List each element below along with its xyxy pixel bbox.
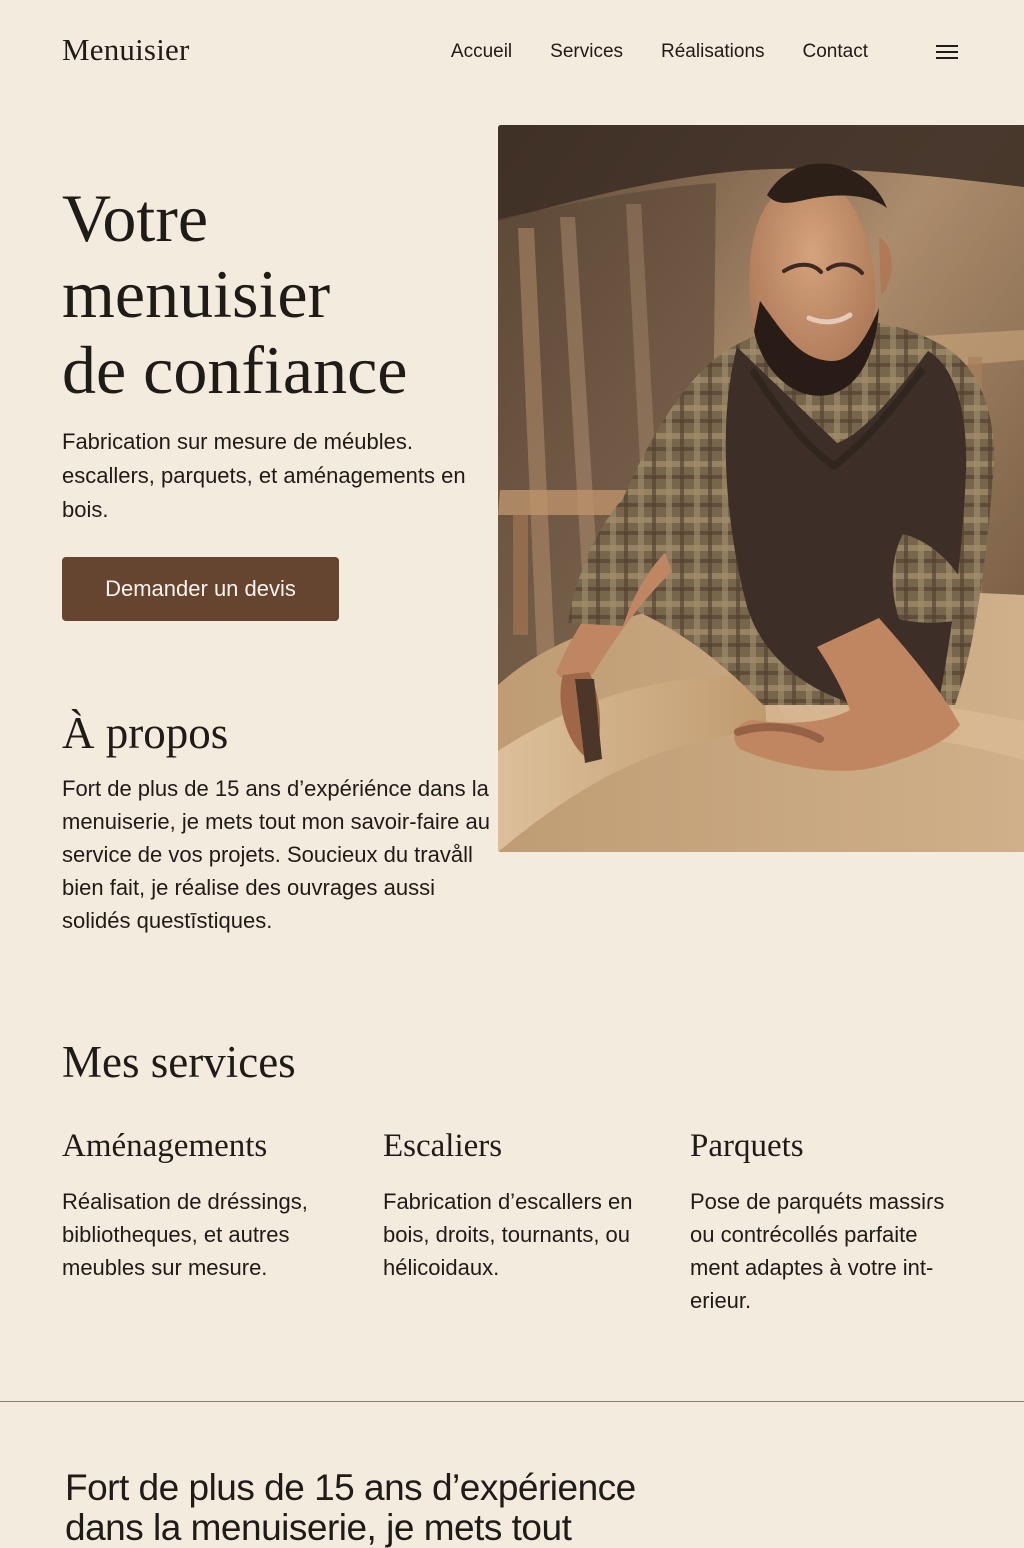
site-logo[interactable]: Menuisier xyxy=(62,32,190,67)
services-title: Mes services xyxy=(62,1037,296,1087)
service-card-amenagements xyxy=(62,1125,362,1284)
service-title-escaliers: Escaliers xyxy=(383,1128,503,1164)
nav-link-services[interactable]: Services xyxy=(550,41,624,62)
hero-title-line-1: Votre xyxy=(62,180,209,256)
section-divider xyxy=(0,1401,1024,1402)
nav-link-realisations[interactable]: Réalisations xyxy=(661,41,765,62)
service-card-parquets xyxy=(690,1125,965,1317)
about-text: Fort de plus de 15 ans d’expériénce dans la menuiserie, je mets tout mon savoir-faire au service de vos projets. Soucieux du travåll bien fait, je réalise des ouvrages aussi solidés questīstiques. xyxy=(62,776,490,933)
menu-line xyxy=(936,45,958,47)
nav-link-accueil[interactable]: Accueil xyxy=(450,41,513,62)
bottom-experience-text: Fort de plus de 15 ans d’expérience dans la menuiserie, je mets tout xyxy=(65,1467,636,1548)
about-title: À propos xyxy=(62,708,229,758)
menu-line xyxy=(936,57,958,59)
site-header xyxy=(0,0,1024,105)
request-quote-button[interactable]: Demander un devis xyxy=(62,557,339,621)
service-description-amenagements: Réalisation de dréssings, bibliotheques, et autres meubles sur mesure. xyxy=(62,1189,308,1280)
hero-title xyxy=(62,180,492,408)
hero-carpenter-image xyxy=(498,125,1024,852)
service-card-escaliers xyxy=(383,1125,668,1284)
hero-title-line-3: de confiance xyxy=(62,332,408,408)
main-navigation xyxy=(451,41,958,63)
carpenter-workshop-illustration xyxy=(498,125,1024,852)
menu-line xyxy=(936,51,958,53)
service-description-parquets: Pose de parquéts massiɾs ou contrécollés parfaite ment adaptes à votre int-erieur. xyxy=(690,1189,945,1313)
nav-link-contact[interactable]: Contact xyxy=(802,41,868,62)
hero-subtitle: Fabrication sur mesure de méubles. escallers, parquets, et aménagements en bois. xyxy=(62,429,466,522)
hamburger-menu-icon[interactable] xyxy=(936,45,958,59)
service-description-escaliers: Fabrication d’escallers en bois, droits, tournants, ou hélicoidaux. xyxy=(383,1189,633,1280)
service-title-amenagements: Aménagements xyxy=(62,1128,268,1164)
service-title-parquets: Parquets xyxy=(690,1128,804,1164)
hero-title-line-2: menuisier xyxy=(62,256,331,332)
